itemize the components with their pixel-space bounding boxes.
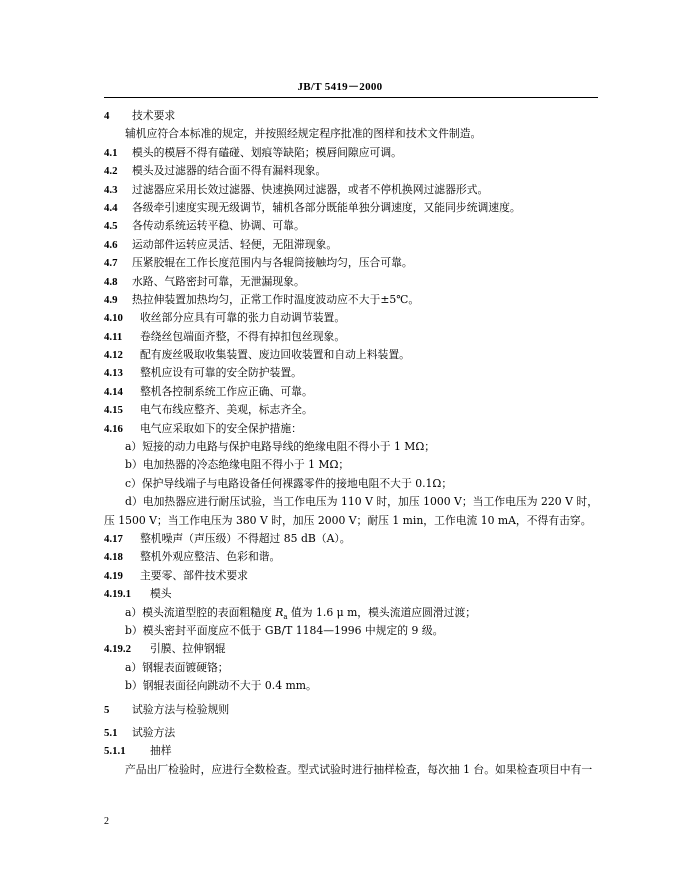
clause-item bbox=[104, 346, 598, 364]
roll-item: b）钢辊表面径向跳动不大于 0.4 mm。 bbox=[125, 679, 317, 693]
section-number: 4 bbox=[104, 110, 110, 122]
clause-item bbox=[104, 199, 598, 217]
roll-item: a）钢辊表面镀硬铬； bbox=[125, 660, 229, 674]
clause-item bbox=[104, 273, 598, 291]
safety-item: d）电加热器应进行耐压试验，当工作电压为 110 V 时，加压 1000 V；当工作电压为 220 V 时， bbox=[125, 495, 598, 509]
clause-text: 电气应采取如下的安全保护措施： bbox=[140, 421, 302, 435]
section-heading bbox=[104, 107, 598, 125]
clause-text: 主要零、部件技术要求 bbox=[140, 568, 248, 582]
clause-item bbox=[104, 236, 598, 254]
clause-number: 4.19.1 bbox=[104, 588, 131, 601]
clause-number: 4.6 bbox=[104, 238, 118, 251]
document-body bbox=[104, 107, 598, 779]
clause-text: 压紧胶辊在工作长度范围内与各辊筒接触均匀，压合可靠。 bbox=[132, 256, 413, 270]
clause-number: 4.4 bbox=[104, 201, 118, 214]
clause-text: 整机应设有可靠的安全防护装置。 bbox=[140, 366, 302, 380]
subclause-heading bbox=[104, 742, 598, 760]
safety-item-continued: 压 1500 V；当工作电压为 380 V 时，加压 2000 V；耐压 1 min，工作电流 10 mA，不得有击穿。 bbox=[104, 513, 592, 527]
clause-number: 4.3 bbox=[104, 183, 118, 196]
clause-item bbox=[104, 291, 598, 309]
clause-text: 卷绕丝包端面齐整，不得有掉扣包丝现象。 bbox=[140, 329, 346, 343]
clause-text: 电气布线应整齐、美观，标志齐全。 bbox=[140, 403, 313, 417]
clause-text: 整机外观应整洁、色彩和谐。 bbox=[140, 550, 281, 564]
clause-item bbox=[104, 401, 598, 419]
clause-number: 4.8 bbox=[104, 275, 118, 288]
clause-text: 模头的模唇不得有磕碰、划痕等缺陷；模唇间隙应可调。 bbox=[132, 145, 402, 159]
clause-number: 4.14 bbox=[104, 385, 123, 398]
clause-text: 各传动系统运转平稳、协调、可靠。 bbox=[132, 219, 305, 233]
clause-item bbox=[104, 217, 598, 235]
clause-number: 4.7 bbox=[104, 257, 118, 270]
paragraph: 产品出厂检验时，应进行全数检查。型式试验时进行抽样检查，每次抽 1 台。如果检查项目中有一 bbox=[125, 762, 593, 776]
clause-text: 各级牵引速度实现无级调节，辅机各部分既能单独分调速度，又能同步统调速度。 bbox=[132, 200, 521, 214]
clause-item bbox=[104, 548, 598, 566]
page-number: 2 bbox=[104, 816, 109, 827]
clause-item bbox=[104, 328, 598, 346]
clause-number: 4.19.2 bbox=[104, 643, 131, 656]
clause-number: 4.9 bbox=[104, 293, 118, 306]
clause-number: 4.10 bbox=[104, 312, 123, 325]
clause-title: 引膜、拉伸钢辊 bbox=[150, 642, 226, 656]
clause-item bbox=[104, 364, 598, 382]
clause-list bbox=[104, 530, 598, 585]
clause-text: 配有废丝吸取收集装置、废边回收装置和自动上料装置。 bbox=[140, 348, 410, 362]
clause-title: 试验方法 bbox=[132, 725, 176, 739]
clause-text: 模头及过滤器的结合面不得有漏料现象。 bbox=[132, 164, 327, 178]
clause-item bbox=[104, 162, 598, 180]
die-item bbox=[104, 604, 598, 622]
section-number: 5 bbox=[104, 703, 110, 716]
subclause-heading bbox=[104, 640, 598, 658]
clause-item bbox=[104, 567, 598, 585]
clause-number: 4.12 bbox=[104, 349, 123, 362]
standard-header: JB/T 5419－2000 bbox=[297, 81, 383, 93]
clause-number: 4.17 bbox=[104, 532, 123, 545]
clause-number: 5.1 bbox=[104, 726, 118, 739]
safety-item: a）短接的动力电路与保护电路导线的绝缘电阻不得小于 1 MΩ； bbox=[125, 440, 436, 454]
clause-list bbox=[104, 144, 598, 438]
clause-title: 抽样 bbox=[150, 744, 172, 758]
header-rule bbox=[104, 97, 598, 98]
clause-number: 4.13 bbox=[104, 367, 123, 380]
clause-number: 4.2 bbox=[104, 165, 118, 178]
clause-text: 运动部件运转应灵活、轻便，无阻滞现象。 bbox=[132, 237, 338, 251]
clause-number: 4.16 bbox=[104, 422, 123, 435]
clause-item bbox=[104, 309, 598, 327]
clause-text: 收丝部分应具有可靠的张力自动调节装置。 bbox=[140, 311, 346, 325]
section-title: 试验方法与检验规则 bbox=[132, 702, 230, 716]
clause-item bbox=[104, 383, 598, 401]
roughness-symbol: R bbox=[275, 605, 284, 619]
section-heading bbox=[104, 701, 598, 719]
die-item-text: a）模头流道型腔的表面粗糙度 bbox=[125, 605, 276, 619]
clause-item bbox=[104, 420, 598, 438]
clause-number: 4.5 bbox=[104, 220, 118, 233]
section-title: 技术要求 bbox=[132, 109, 176, 122]
die-item-text: 值为 1.6 μ m，模头流道应圆滑过渡； bbox=[287, 605, 477, 619]
subclause-heading bbox=[104, 585, 598, 603]
clause-title: 模头 bbox=[150, 587, 172, 601]
clause-item bbox=[104, 530, 598, 548]
safety-item: c）保护导线端子与电路设备任何裸露零件的接地电阻不大于 0.1Ω； bbox=[125, 476, 453, 490]
clause-heading bbox=[104, 724, 598, 742]
clause-number: 4.11 bbox=[104, 330, 123, 343]
clause-number: 4.1 bbox=[104, 146, 118, 159]
clause-item bbox=[104, 144, 598, 162]
clause-number: 5.1.1 bbox=[104, 745, 126, 758]
clause-text: 热拉伸装置加热均匀，正常工作时温度波动应不大于±5℃。 bbox=[132, 292, 420, 306]
roughness-subscript: a bbox=[283, 612, 288, 621]
clause-number: 4.18 bbox=[104, 551, 123, 564]
clause-number: 4.15 bbox=[104, 404, 123, 417]
clause-text: 水路、气路密封可靠，无泄漏现象。 bbox=[132, 274, 305, 288]
clause-item bbox=[104, 181, 598, 199]
safety-item: b）电加热器的冷态绝缘电阻不得小于 1 MΩ； bbox=[125, 458, 350, 472]
clause-number: 4.19 bbox=[104, 569, 123, 582]
clause-text: 整机各控制系统工作应正确、可靠。 bbox=[140, 384, 313, 398]
paragraph: 辅机应符合本标准的规定，并按照经规定程序批准的图样和技术文件制造。 bbox=[125, 127, 482, 141]
clause-text: 过滤器应采用长效过滤器、快速换网过滤器，或者不停机换网过滤器形式。 bbox=[132, 182, 489, 196]
die-item: b）模头密封平面度应不低于 GB/T 1184—1996 中规定的 9 级。 bbox=[125, 623, 444, 637]
clause-text: 整机噪声（声压级）不得超过 85 dB（A）。 bbox=[140, 531, 351, 545]
clause-item bbox=[104, 254, 598, 272]
